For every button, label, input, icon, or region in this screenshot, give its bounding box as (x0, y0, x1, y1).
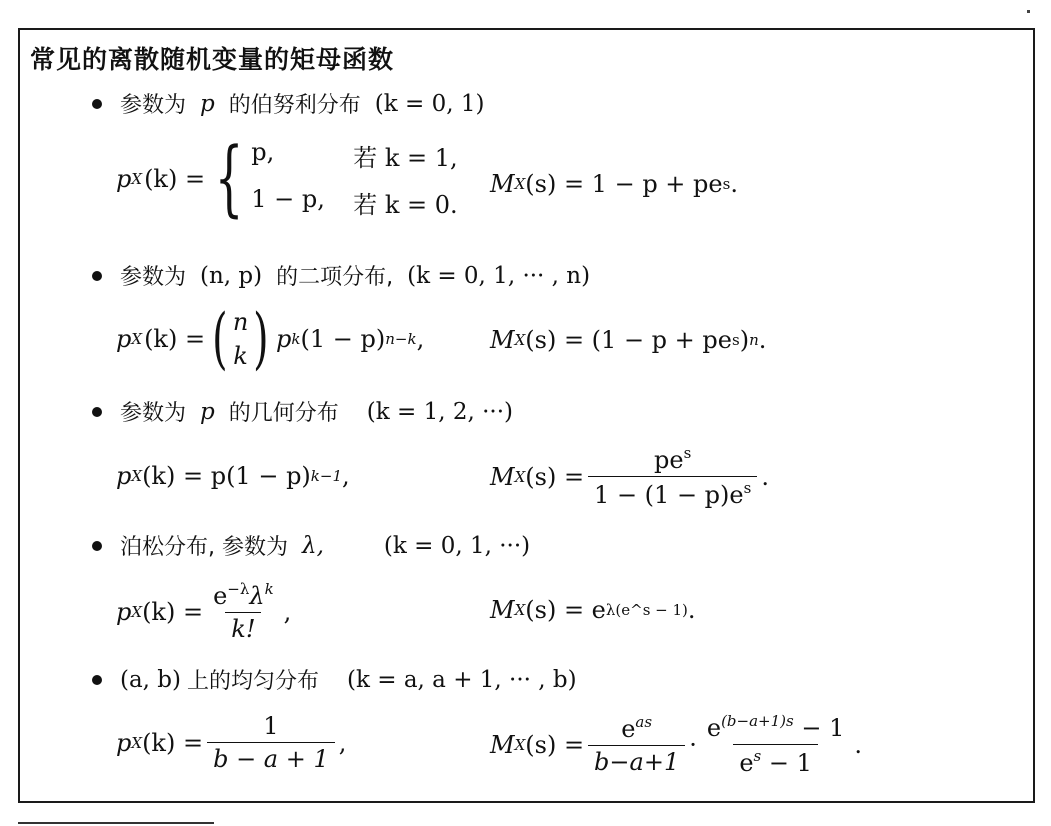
binomial-mgf: M X (s) = (1 − p + pe s ) n . (490, 326, 767, 354)
bullet-icon (92, 541, 102, 551)
binomial-pmf: p X (k) = ( n k ) p k (1 − p) n−k , (116, 300, 425, 377)
bullet-icon (92, 407, 102, 417)
mgf-summary-box (18, 28, 1035, 803)
binomial-heading: 参数为 (n, p) 的二项分布, (k = 0, 1, ··· , n) (92, 260, 590, 291)
bullet-icon (92, 271, 102, 281)
bullet-icon (92, 675, 102, 685)
footnote-rule (18, 822, 214, 824)
uniform-heading: (a, b) 上的均匀分布 (k = a, a + 1, ··· , b) (92, 664, 577, 695)
poisson-mgf: M X (s) = e λ(e^s − 1) . (490, 596, 696, 624)
uniform-pmf: p X (k) = $\frac{1}{b - a + 1}$ , (116, 712, 347, 773)
binomial-coefficient: ( n k ) (212, 300, 269, 377)
poisson-heading: 泊松分布, 参数为 λ, (k = 0, 1, ···) (92, 530, 530, 561)
geometric-pmf: p X (k) = p(1 − p) k−1 , (116, 462, 350, 490)
bullet-icon (92, 99, 102, 109)
uniform-mgf: M X (s) = $\frac{e^{as}}{b-a+1}$ · $\frac{e^{(b-a+1)s} - 1}{e^s - 1}$ . (490, 712, 862, 777)
poisson-pmf: p X (k) = $\frac{e^{-\lambda}\lambda^k}{k!}$ , (116, 580, 292, 643)
geometric-heading: 参数为 p 的几何分布 (k = 1, 2, ···) (92, 396, 513, 427)
left-brace-icon: { (214, 131, 244, 226)
scan-mark (1027, 10, 1030, 13)
page-title: 常见的离散随机变量的矩母函数 (30, 45, 395, 74)
bernoulli-pmf: p X (k) = { p, 若 k = 1, 1 − p, 若 k = 0. (116, 131, 458, 226)
bernoulli-heading: 参数为 p 的伯努利分布 (k = 0, 1) (92, 88, 484, 119)
geometric-mgf: M X (s) = $\frac{pe^s}{1 - (1 - p)e^s}$ . (490, 444, 769, 509)
bernoulli-mgf: M X (s) = 1 − p + pe s . (490, 170, 738, 198)
